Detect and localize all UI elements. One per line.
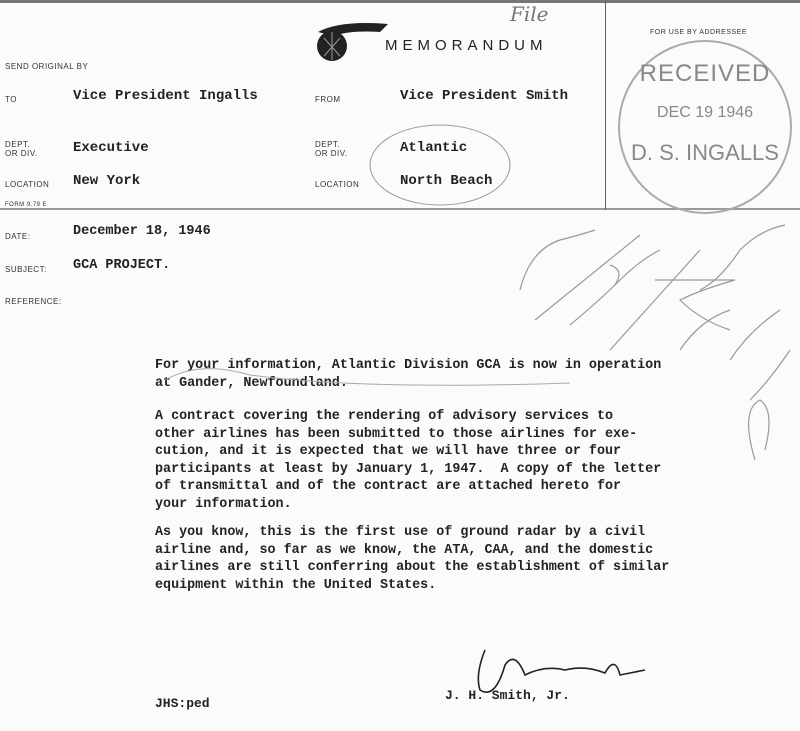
- from-location-label: LOCATION: [315, 180, 360, 189]
- body-paragraph-1: For your information, Atlantic Division GCA is now in operation at Gander, Newfoundland.: [155, 358, 662, 391]
- from-label: FROM: [315, 95, 341, 104]
- airline-logo-icon: [310, 14, 390, 66]
- stamp-date: DEC 19 1946: [656, 104, 754, 121]
- date-label: DATE:: [5, 232, 31, 241]
- to-label: TO: [5, 95, 17, 104]
- reference-label: REFERENCE:: [5, 297, 62, 306]
- to-dept-label: DEPT. OR DIV.: [5, 140, 38, 158]
- to-location-label: LOCATION: [5, 180, 50, 189]
- date-value: December 18, 1946: [73, 224, 211, 239]
- stamp-name: D. S. INGALLS: [631, 140, 779, 165]
- from-dept-value: Atlantic: [400, 140, 468, 156]
- subject-value: GCA PROJECT.: [73, 258, 171, 273]
- body-paragraph-2: A contract covering the rendering of advisory services to other airlines has been submitted to those airlines for exe- cution, and it is expected that we will have three or four participants at least by January 1, 1947. A copy of the letter of transmittal and of the contract are attached hereto for your information.: [155, 409, 662, 512]
- typist-initials: JHS:ped: [155, 696, 210, 711]
- from-value: Vice President Smith: [400, 88, 569, 104]
- addressee-divider: [605, 0, 606, 210]
- to-location-value: New York: [73, 173, 141, 189]
- body-paragraph-3: As you know, this is the first use of ground radar by a civil airline and, so far as we know, the ATA, CAA, and the domestic airlines are still conferring about the establishment of similar equipment within the United States.: [155, 525, 670, 593]
- form-number: FORM 9.79 E: [5, 202, 48, 208]
- stamp-received: RECEIVED: [639, 60, 771, 87]
- handwritten-file-note: File: [510, 2, 549, 26]
- received-stamp: [618, 40, 792, 214]
- signature-name: J. H. Smith, Jr.: [445, 688, 570, 703]
- from-location-value: North Beach: [400, 173, 493, 189]
- pencil-circle-mark: [355, 110, 515, 220]
- to-dept-value: Executive: [73, 140, 149, 156]
- top-border: [0, 0, 800, 3]
- memo-title: MEMORANDUM: [385, 37, 548, 54]
- from-dept-label: DEPT. OR DIV.: [315, 140, 348, 158]
- to-value: Vice President Ingalls: [73, 88, 258, 104]
- subject-label: SUBJECT:: [5, 265, 47, 274]
- pencil-underline-mark: [160, 365, 580, 395]
- send-original-label: SEND ORIGINAL BY: [5, 62, 89, 71]
- addressee-label: FOR USE BY ADDRESSEE: [650, 29, 748, 36]
